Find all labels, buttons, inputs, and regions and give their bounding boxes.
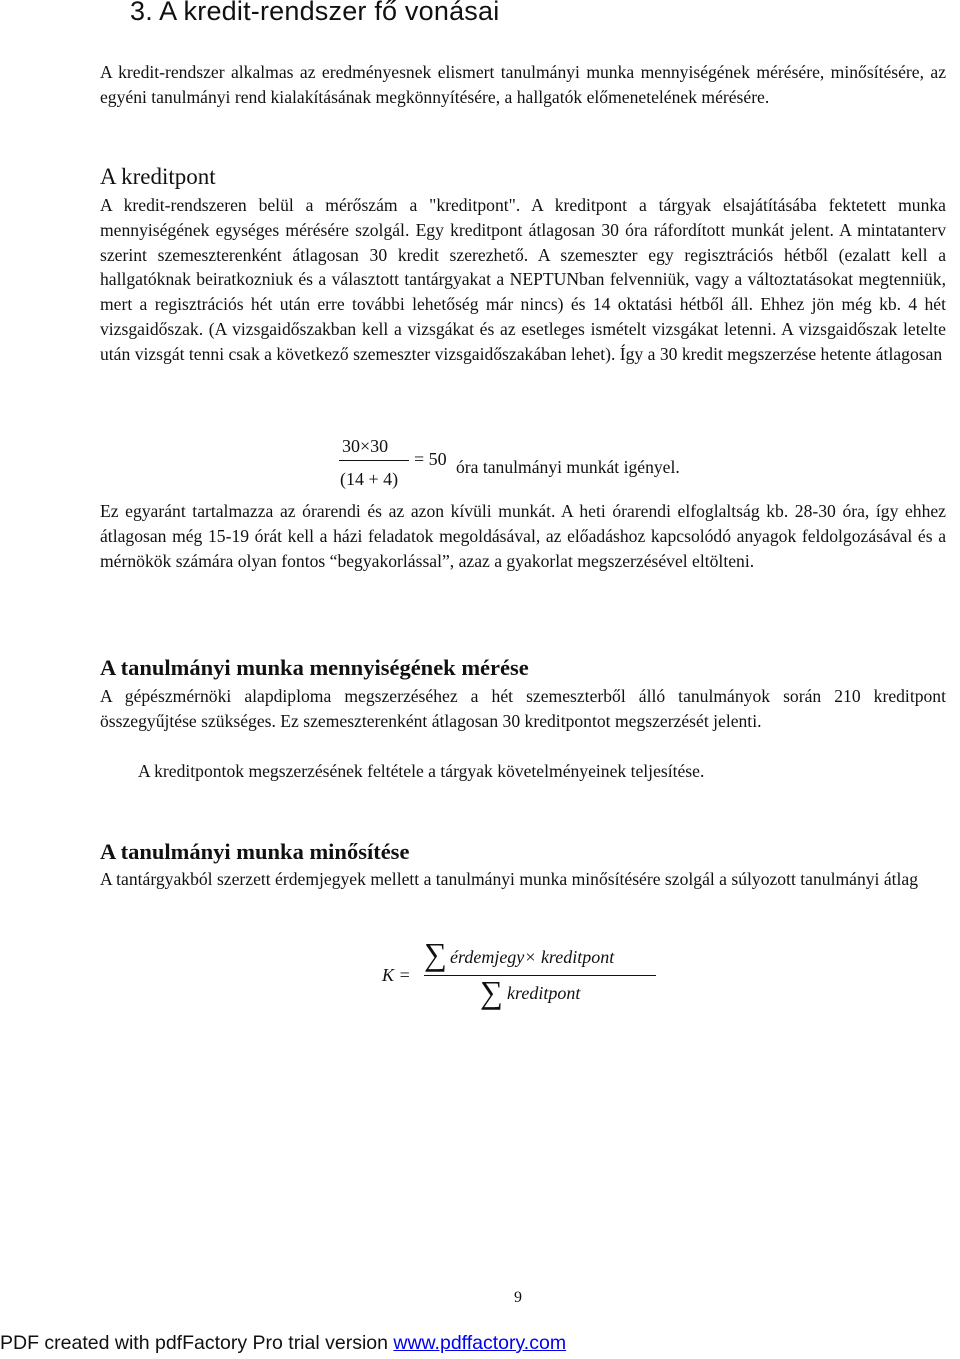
footer-link[interactable]: www.pdffactory.com: [393, 1332, 567, 1354]
section-title-mennyiseg: A tanulmányi munka mennyiségének mérése: [100, 655, 529, 680]
kreditpont-paragraph: A kredit-rendszeren belül a mérőszám a "kreditpont". A kreditpont a tárgyak elsajátításába fektetett munka mennyiségének egységes mérésére szolgál. Egy kreditpont átlagosan 30 óra ráfordított munkát jelent. A mintatanterv szerint szemeszterenként átlagosan 30 kredit szerezhető. A szemeszter egy regisztrációs hétből (ezalatt kell a hallgatóknak beiratkozniuk és a választott tantárgyakat a NEPTUNban felvenniük, vagy a változtatásokat megtenniük, mert a regisztrációs hét után erre további lehetőség már nincs) és 14 oktatási hétből áll. Ehhez jön még kb. 4 hét vizsgaidőszak. (A vizsgaidőszakban kell a vizsgákat és az esetleges ismételt vizsgákat letenni. A vizsgaidőszak letelte után vizsgát tenni csak a következő szemeszter vizsgaidőszakában lehet). Így a 30 kredit megszerzése hetente átlagosan: [100, 195, 946, 364]
sum-symbol-top: ∑: [424, 936, 447, 972]
footer-text: PDF created with pdfFactory Pro trial version: [0, 1332, 394, 1354]
formula-k-lhs: K =: [382, 965, 411, 985]
formula-suffix: óra tanulmányi munkát igényel.: [456, 457, 680, 477]
section-title-kreditpont: A kreditpont: [100, 164, 216, 189]
intro-paragraph: A kredit-rendszer alkalmas az eredményesnek elismert tanulmányi munka mennyiségének mérésére, minősítésére, az egyéni tanulmányi rend kialakításának megkönnyítésére, a hallgatók előmenetelének mérésére.: [100, 62, 946, 107]
workload-paragraph: Ez egyaránt tartalmazza az órarendi és az azon kívüli munkát. A heti órarendi elfoglaltság kb. 28-30 óra, így ehhez átlagosan még 15-19 órát kell a házi feladatok megoldásával, az előadáshoz kapcsolódó anyagok feldolgozásával és a mérnökök számára olyan fontos “begyakorlással”, azaz a gyakorlat megszerzésével eltölteni.: [100, 501, 946, 571]
page-number: 9: [514, 1289, 522, 1306]
pdf-footer: [0, 1332, 566, 1355]
minosites-paragraph: A tantárgyakból szerzett érdemjegyek mellett a tanulmányi munka minősítésére szolgál a súlyozott tanulmányi átlag: [100, 869, 919, 889]
formula-denominator: (14 + 4): [340, 469, 399, 489]
formula-result: = 50: [414, 449, 447, 469]
mennyiseg-paragraph-2: A kreditpontok megszerzésének feltétele a tárgyak követelményeinek teljesítése.: [138, 761, 705, 781]
formula2-numerator: érdemjegy× kreditpont: [450, 947, 615, 967]
sum-symbol-bottom: ∑: [480, 974, 503, 1010]
mennyiseg-paragraph: A gépészmérnöki alapdiploma megszerzéséhez a hét szemeszterből álló tanulmányok során 210 kreditpont összegyűjtése szükséges. Ez szemeszterenként átlagosan 30 kreditpontot megszerzését jelenti.: [100, 686, 946, 731]
section-title-minosites: A tanulmányi munka minősítése: [100, 839, 410, 864]
formula-numerator: 30×30: [342, 436, 389, 456]
formula2-fraction-line: [424, 975, 656, 976]
formula-fraction-line: [339, 460, 409, 461]
chapter-title: 3. A kredit-rendszer fő vonásai: [130, 0, 500, 26]
formula2-denominator: kreditpont: [507, 983, 581, 1003]
